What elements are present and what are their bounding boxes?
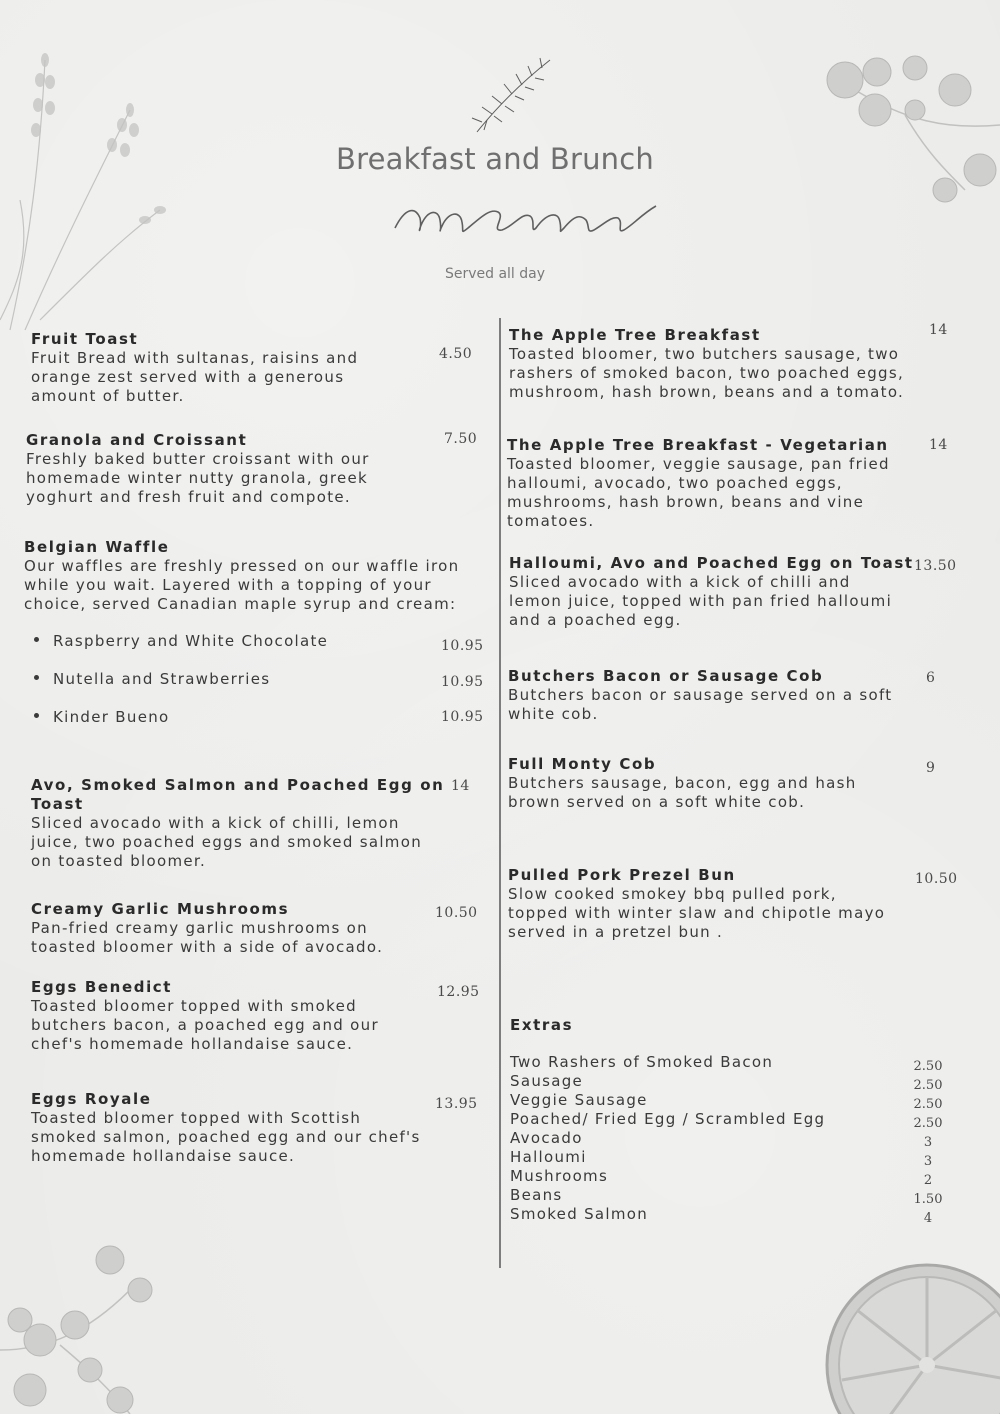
item-name: Fruit Toast	[31, 330, 139, 348]
menu-item-pulled-pork-bun	[508, 866, 885, 942]
menu-item-fruit-toast	[31, 330, 358, 406]
item-name: Butchers Bacon or Sausage Cob	[508, 667, 824, 685]
extra-price: 3	[923, 1154, 933, 1169]
waffle-option	[34, 708, 170, 726]
extra-item: Two Rashers of Smoked Bacon	[510, 1053, 774, 1071]
item-name: Granola and Croissant	[26, 431, 248, 449]
item-price: 10.50	[435, 905, 478, 921]
item-price: 13.50	[914, 558, 957, 574]
item-name: Belgian Waffle	[24, 538, 170, 556]
item-desc: Butchers bacon or sausage served on a soft	[508, 686, 893, 704]
item-desc: white cob.	[508, 705, 599, 723]
item-desc: rashers of smoked bacon, two poached eggs,	[509, 364, 905, 382]
extra-price: 4	[923, 1211, 933, 1226]
option-label: Nutella and Strawberries	[53, 670, 271, 688]
extras-heading: Extras	[510, 1016, 574, 1034]
menu-item-apple-tree-vegetarian	[507, 436, 890, 531]
extras-list	[510, 1053, 825, 1224]
waffle-option	[34, 670, 270, 688]
item-desc: Butchers sausage, bacon, egg and hash	[508, 774, 857, 792]
item-desc: butchers bacon, a poached egg and our	[31, 1016, 379, 1034]
extra-item: Halloumi	[510, 1148, 587, 1166]
menu-item-eggs-royale	[31, 1090, 421, 1166]
item-desc: homemade winter nutty granola, greek	[26, 469, 369, 487]
lemon-slice-icon	[812, 1250, 1000, 1414]
bullet-icon	[34, 675, 39, 680]
menu-title: Breakfast and Brunch	[336, 142, 654, 176]
extra-price: 3	[923, 1135, 933, 1150]
item-name-continued: Toast	[31, 795, 84, 813]
extra-item: Mushrooms	[510, 1167, 609, 1185]
column-divider	[499, 318, 501, 1268]
option-label: Kinder Bueno	[53, 708, 170, 726]
item-desc: Freshly baked butter croissant with our	[26, 450, 370, 468]
lavender-sprig-icon	[0, 20, 180, 340]
extra-price: 2.50	[913, 1116, 943, 1131]
item-price: 6	[926, 670, 936, 686]
menu-item-full-monty-cob	[508, 755, 857, 812]
item-desc: Toasted bloomer topped with smoked	[31, 997, 357, 1015]
item-price: 14	[929, 437, 948, 453]
item-desc: mushrooms, hash brown, beans and vine	[507, 493, 865, 511]
option-price: 10.95	[441, 674, 484, 690]
item-desc: Fruit Bread with sultanas, raisins and	[31, 349, 359, 367]
item-desc: chef's homemade hollandaise sauce.	[31, 1035, 354, 1053]
extra-price: 2	[923, 1173, 933, 1188]
bullet-icon	[34, 637, 39, 642]
option-label: Raspberry and White Chocolate	[53, 632, 329, 650]
item-name: The Apple Tree Breakfast	[509, 326, 761, 344]
waffle-option	[34, 632, 328, 650]
extra-item: Sausage	[510, 1072, 584, 1090]
item-desc: brown served on a soft white cob.	[508, 793, 806, 811]
berry-branch-icon	[0, 1230, 170, 1414]
menu-item-belgian-waffle	[24, 538, 459, 614]
menu-item-garlic-mushrooms	[31, 900, 383, 957]
option-price: 10.95	[441, 638, 484, 654]
extra-item: Poached/ Fried Egg / Scrambled Egg	[510, 1110, 826, 1128]
item-price: 12.95	[437, 984, 480, 1000]
item-desc: on toasted bloomer.	[31, 852, 207, 870]
item-desc: while you wait. Layered with a topping of your	[24, 576, 432, 594]
item-desc: Toasted bloomer, two butchers sausage, two	[509, 345, 900, 363]
item-desc: yoghurt and fresh fruit and compote.	[26, 488, 352, 506]
menu-item-granola-croissant	[26, 431, 370, 507]
item-desc: served in a pretzel bun .	[508, 923, 724, 941]
menu-item-avo-salmon	[31, 776, 444, 871]
item-desc: amount of butter.	[31, 387, 185, 405]
menu-item-halloumi-avo	[509, 554, 914, 630]
item-price: 14	[451, 778, 470, 794]
item-name: The Apple Tree Breakfast - Vegetarian	[507, 436, 889, 454]
item-price: 7.50	[444, 431, 478, 447]
item-desc: tomatoes.	[507, 512, 595, 530]
served-all-day: Served all day	[444, 266, 546, 282]
rosemary-sprig-icon	[462, 52, 557, 137]
item-price: 10.50	[915, 871, 958, 887]
item-name: Eggs Royale	[31, 1090, 152, 1108]
item-desc: lemon juice, topped with pan fried halloumi	[509, 592, 893, 610]
item-desc: choice, served Canadian maple syrup and cream:	[24, 595, 457, 613]
extras-prices	[900, 1057, 956, 1228]
extra-price: 2.50	[913, 1097, 943, 1112]
item-price: 4.50	[439, 346, 473, 362]
item-name: Creamy Garlic Mushrooms	[31, 900, 290, 918]
extra-item: Beans	[510, 1186, 563, 1204]
item-desc: Toasted bloomer topped with Scottish	[31, 1109, 362, 1127]
extra-item: Veggie Sausage	[510, 1091, 648, 1109]
item-desc: smoked salmon, poached egg and our chef's	[31, 1128, 421, 1146]
berry-branch-icon	[815, 50, 1000, 210]
item-name: Pulled Pork Prezel Bun	[508, 866, 736, 884]
item-desc: mushroom, hash brown, beans and a tomato.	[509, 383, 905, 401]
item-name: Halloumi, Avo and Poached Egg on Toast	[509, 554, 914, 572]
bullet-icon	[34, 713, 39, 718]
item-desc: Pan-fried creamy garlic mushrooms on	[31, 919, 368, 937]
item-desc: Our waffles are freshly pressed on our waffle iron	[24, 557, 460, 575]
menu-item-apple-tree-breakfast	[509, 326, 904, 402]
item-desc: Slow cooked smokey bbq pulled pork,	[508, 885, 837, 903]
item-price: 14	[929, 322, 948, 338]
item-desc: homemade hollandaise sauce.	[31, 1147, 296, 1165]
item-price: 13.95	[435, 1096, 478, 1112]
extra-price: 2.50	[913, 1059, 943, 1074]
item-name: Avo, Smoked Salmon and Poached Egg on	[31, 776, 445, 794]
extra-price: 1.50	[913, 1192, 943, 1207]
item-desc: topped with winter slaw and chipotle mayo	[508, 904, 886, 922]
item-desc: Sliced avocado with a kick of chilli, lemon	[31, 814, 400, 832]
extra-item: Smoked Salmon	[510, 1205, 649, 1223]
item-desc: Sliced avocado with a kick of chilli and	[509, 573, 851, 591]
extra-price: 2.50	[913, 1078, 943, 1093]
item-desc: Toasted bloomer, veggie sausage, pan fried	[507, 455, 890, 473]
item-name: Eggs Benedict	[31, 978, 173, 996]
item-desc: juice, two poached eggs and smoked salmon	[31, 833, 422, 851]
menu-item-eggs-benedict	[31, 978, 379, 1054]
item-price: 9	[926, 760, 936, 776]
item-desc: halloumi, avocado, two poached eggs,	[507, 474, 843, 492]
menu-item-bacon-sausage-cob	[508, 667, 892, 724]
item-desc: toasted bloomer with a side of avocado.	[31, 938, 384, 956]
menu-script-heading	[390, 188, 660, 248]
item-name: Full Monty Cob	[508, 755, 657, 773]
item-desc: and a poached egg.	[509, 611, 682, 629]
extra-item: Avocado	[510, 1129, 583, 1147]
option-price: 10.95	[441, 709, 484, 725]
item-desc: orange zest served with a generous	[31, 368, 345, 386]
